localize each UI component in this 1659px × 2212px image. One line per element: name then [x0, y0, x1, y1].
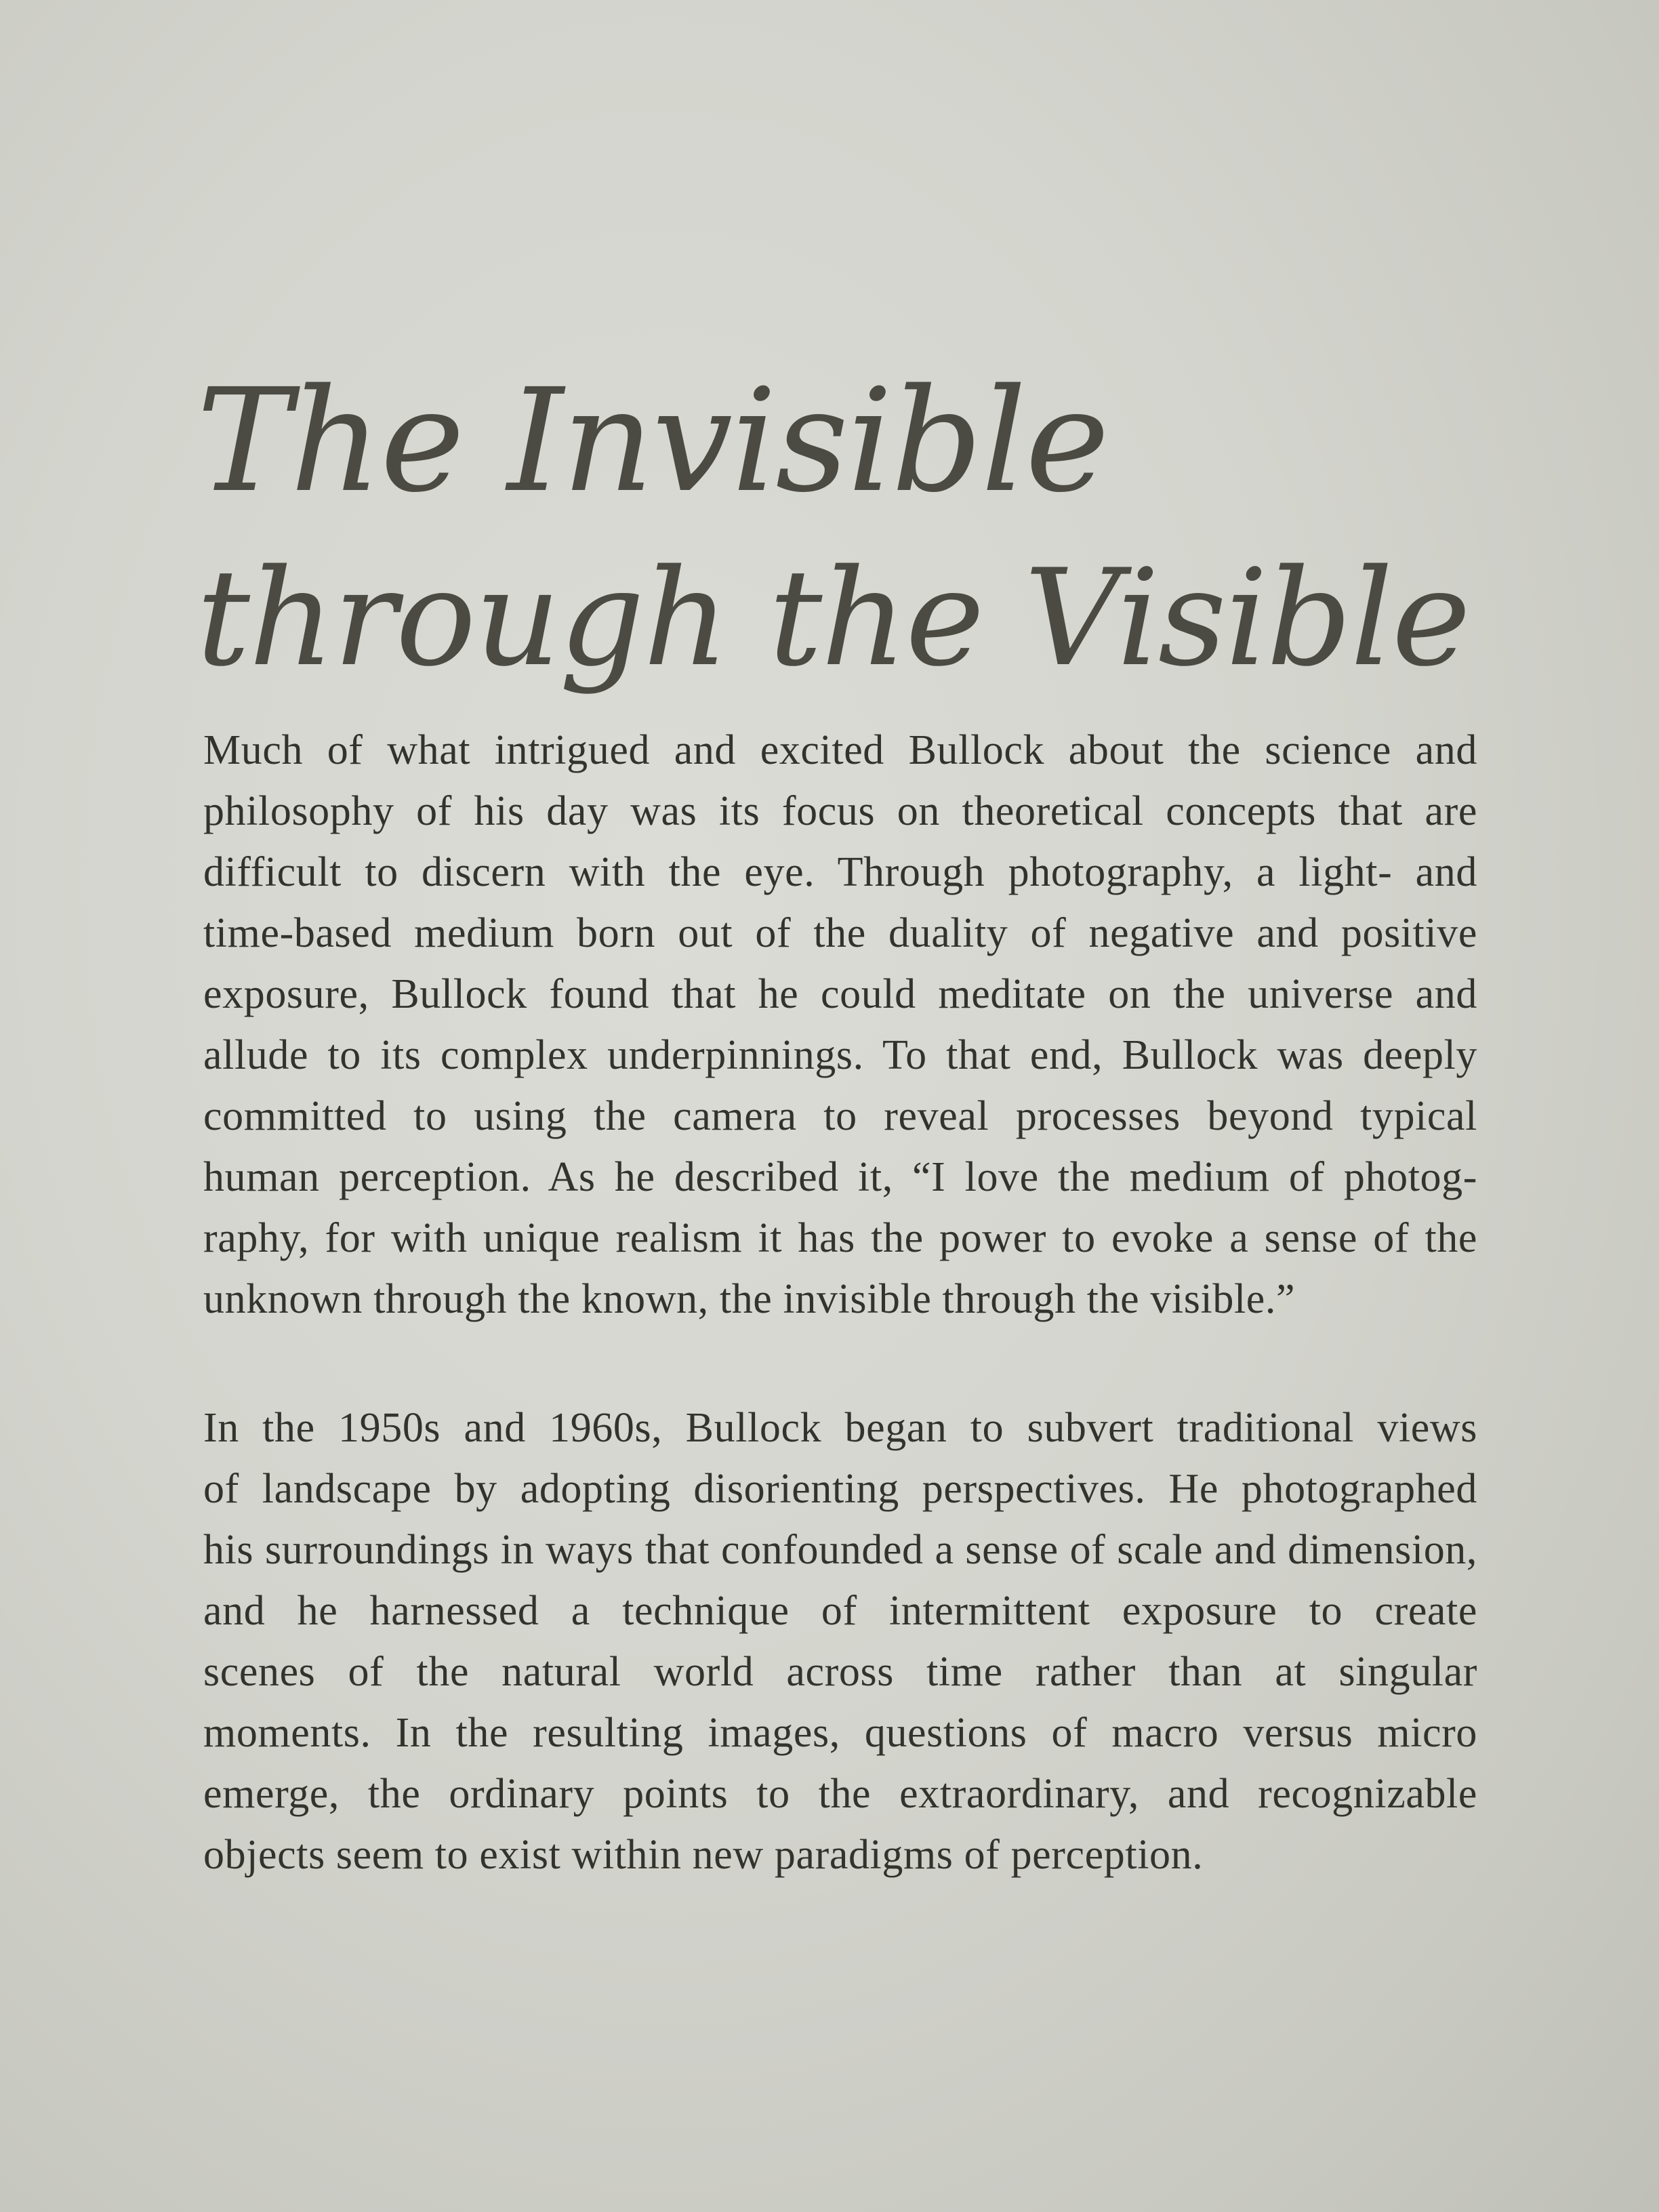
text-line: emerge, the ordinary points to the extraordinary, and recognizable: [203, 1771, 1477, 1817]
text-line: time-based medium born out of the duality of negative and positive: [203, 910, 1477, 956]
text-line: raphy, for with unique realism it has the power to evoke a sense of the: [203, 1215, 1477, 1261]
text-line: human perception. As he described it, “I love the medium of photog-: [203, 1154, 1477, 1200]
placard-title: [197, 352, 1484, 708]
text-line: and he harnessed a technique of intermittent exposure to create: [203, 1588, 1477, 1634]
text-line: allude to its complex underpinnings. To that end, Bullock was deeply: [203, 1032, 1477, 1078]
text-line: philosophy of his day was its focus on theoretical concepts that are: [203, 788, 1477, 834]
paragraph-1: [203, 720, 1477, 1330]
paragraph-2: [203, 1397, 1477, 1885]
text-line: scenes of the natural world across time rather than at singular: [203, 1649, 1477, 1695]
text-line: difficult to discern with the eye. Through photography, a light- and: [203, 849, 1477, 895]
text-line: exposure, Bullock found that he could meditate on the universe and: [203, 971, 1477, 1017]
text-line: moments. In the resulting images, questions of macro versus micro: [203, 1710, 1477, 1756]
title-line: through the Visible: [197, 541, 1470, 696]
text-line: Much of what intrigued and excited Bullock about the science and: [203, 727, 1477, 773]
text-line: objects seem to exist within new paradigms of perception.: [203, 1832, 1204, 1878]
text-line: unknown through the known, the invisible through the visible.”: [203, 1276, 1296, 1322]
text-line: of landscape by adopting disorienting perspectives. He photographed: [203, 1466, 1477, 1512]
title-line: The Invisible: [197, 358, 1109, 524]
text-line: In the 1950s and 1960s, Bullock began to subvert traditional views: [203, 1405, 1477, 1451]
text-line: his surroundings in ways that confounded a sense of scale and dimension,: [203, 1527, 1477, 1573]
text-line: committed to using the camera to reveal processes beyond typical: [203, 1093, 1477, 1139]
